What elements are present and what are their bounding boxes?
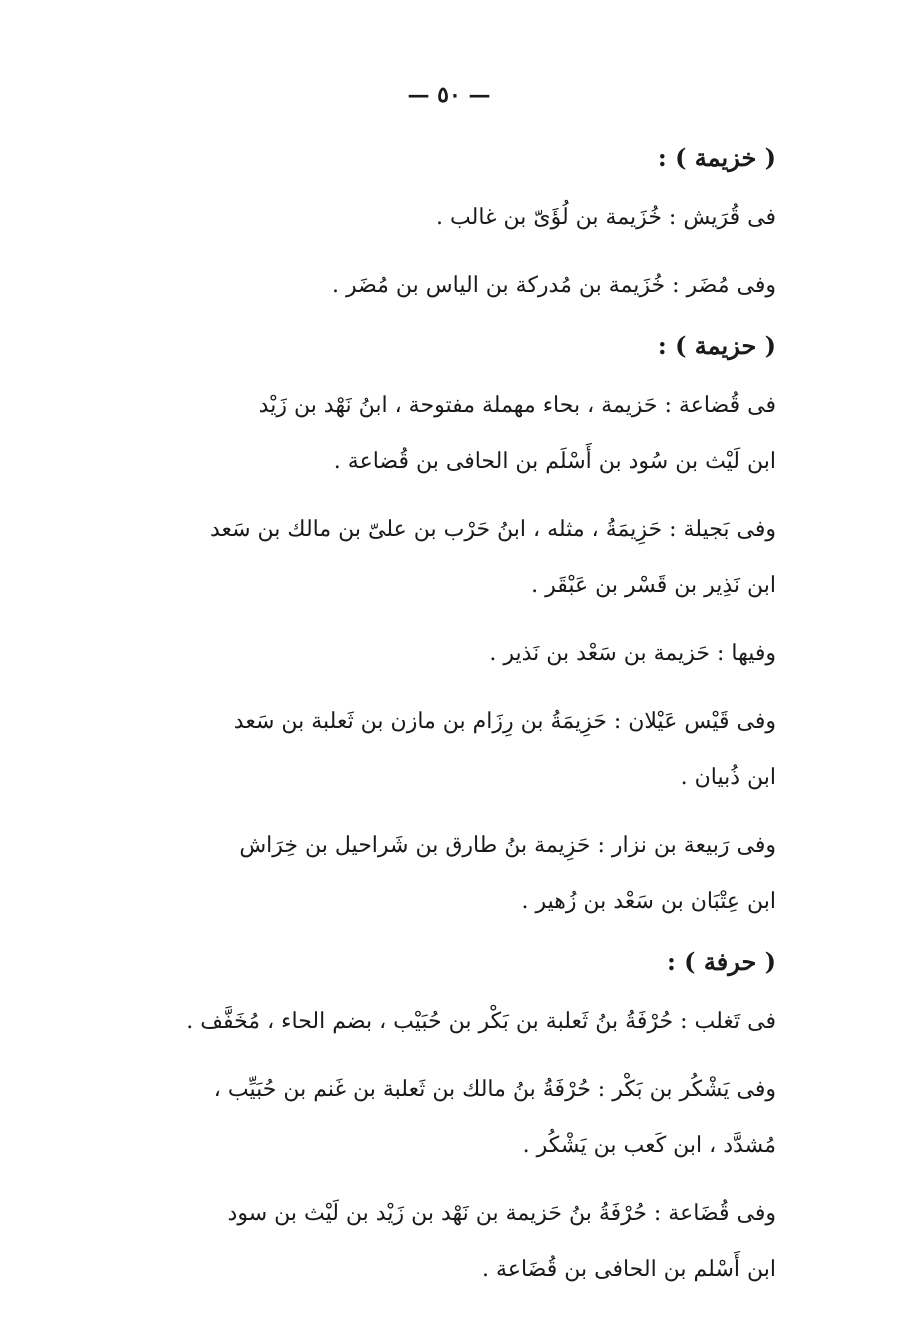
section-heading: ( خزيمة ) : [657,143,776,172]
text-line: وفى يَشْكُر بن بَكْر : حُرْفَةُ بنُ مالك بن ثَعلبة بن غَنم بن حُبَيِّب ، [213,1077,776,1102]
text-line: وفى قَيْس عَيْلان : حَزِيمَةُ بن رِزَام بن مازن بن ثَعلبة بن سَعد [233,709,776,734]
text-line: فى قُرَيش : خُزَيمة بن لُؤَىّ بن غالب . [436,205,776,230]
paragraph [140,378,776,490]
text-line: ابن أَسْلم بن الحافى بن قُضَاعة . [482,1257,776,1282]
text-line: ابن لَيْث بن سُود بن أَسْلَم بن الحافى بن قُضاعة . [333,449,776,474]
paragraph [140,190,776,246]
section-hazima [140,326,776,930]
text-line: ابن عِتْبَان بن سَعْد بن زُهير . [521,889,776,914]
paragraph [140,694,776,806]
text-line: ابن ذُبيان . [680,765,776,790]
text-line: وفى مُضَر : خُزَيمة بن مُدركة بن الياس بن مُضَر . [331,273,776,298]
text-line: فى تَغلب : حُرْفَةُ بنُ ثَعلبة بن بَكْر بن حُبَيْب ، بضم الحاء ، مُخَفَّف . [186,1009,776,1034]
page-number: — ٥٠ — [407,82,491,108]
text-line: مُشدَّد ، ابن كَعب بن يَشْكُر . [522,1133,776,1158]
text-line: ابن نَذِير بن قَسْر بن عَبْقَر . [531,573,776,598]
section-heading: ( حرفة ) : [666,947,776,976]
paragraph [140,626,776,682]
text-line: وفيها : حَزيمة بن سَعْد بن نَذير . [489,641,776,666]
paragraph [140,1062,776,1174]
paragraph [140,818,776,930]
paragraph [140,258,776,314]
text-line: فى قُضاعة : حَزيمة ، بحاء مهملة مفتوحة ، ابنُ نَهْد بن زَيْد [258,393,776,418]
section-khuzayma [140,138,776,314]
page-body [140,138,776,1310]
paragraph [140,1186,776,1298]
text-line: وفى بَجيلة : حَزِيمَةُ ، مثله ، ابنُ حَرْب بن علىّ بن مالك بن سَعد [209,517,776,542]
section-hurfa [140,942,776,1298]
text-line: وفى رَبيعة بن نزار : حَزِيمة بنُ طارق بن شَراحيل بن خِرَاش [239,833,776,858]
paragraph [140,994,776,1050]
section-heading: ( حزيمة ) : [657,331,776,360]
paragraph [140,502,776,614]
text-line: وفى قُضَاعة : حُرْفَةُ بنُ حَزيمة بن نَهْد بن زَيْد بن لَيْث بن سود [227,1201,776,1226]
